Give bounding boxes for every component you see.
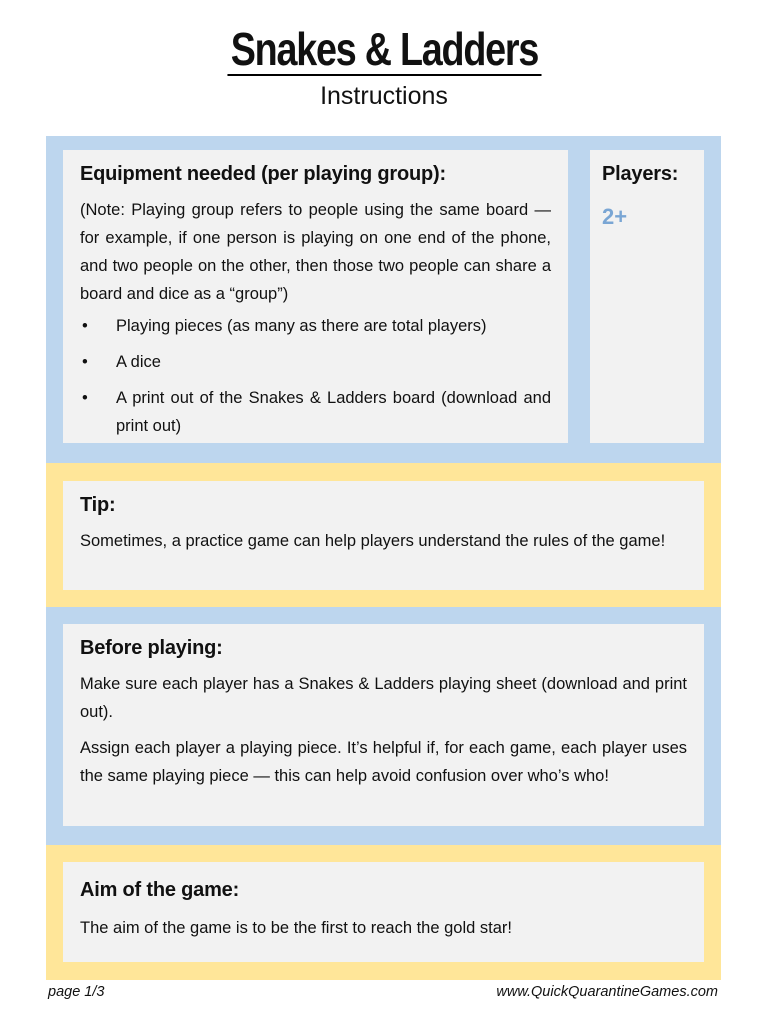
before-playing-card (63, 624, 704, 826)
page-subtitle: Instructions (320, 82, 448, 110)
players-count: 2+ (602, 204, 628, 229)
players-card (590, 150, 704, 443)
page-number: page 1/3 (48, 984, 105, 1000)
title-wrap (0, 24, 768, 76)
list-item-text: A dice (116, 353, 161, 371)
equipment-card (63, 150, 568, 443)
before-playing-paragraph: Assign each player a playing piece. It’s helpful if, for each game, each player uses the same playing piece — this can help avoid confusion over who’s who! (80, 739, 687, 785)
page-title: Snakes & Ladders (227, 24, 541, 76)
bullet-icon: • (82, 317, 88, 335)
list-item (80, 312, 551, 340)
players-heading: Players: (602, 163, 679, 185)
equipment-list (80, 312, 551, 440)
list-item-text: Playing pieces (as many as there are total players) (116, 317, 487, 335)
list-item (80, 384, 551, 440)
list-item (80, 348, 551, 376)
before-playing-paragraph: Make sure each player has a Snakes & Ladders playing sheet (download and print out). (80, 675, 687, 721)
equipment-section (46, 136, 721, 463)
aim-card (63, 862, 704, 962)
before-playing-heading: Before playing: (80, 637, 223, 659)
bullet-icon: • (82, 389, 88, 407)
aim-section (46, 845, 721, 980)
aim-heading: Aim of the game: (80, 879, 240, 901)
tip-card (63, 481, 704, 590)
tip-section (46, 463, 721, 607)
equipment-heading: Equipment needed (per playing group): (80, 163, 446, 185)
equipment-note: (Note: Playing group refers to people using the same board — for example, if one person is playing on one end of the phone, and two people on the other, then those two people can share a board and dice as a “group”) (80, 201, 551, 303)
list-item-text: A print out of the Snakes & Ladders board (download and print out) (116, 389, 551, 435)
website-link[interactable]: www.QuickQuarantineGames.com (496, 984, 718, 1000)
tip-heading: Tip: (80, 494, 116, 516)
before-playing-section (46, 607, 721, 845)
tip-text: Sometimes, a practice game can help players understand the rules of the game! (80, 532, 666, 550)
aim-text: The aim of the game is to be the first to reach the gold star! (80, 919, 512, 937)
bullet-icon: • (82, 353, 88, 371)
